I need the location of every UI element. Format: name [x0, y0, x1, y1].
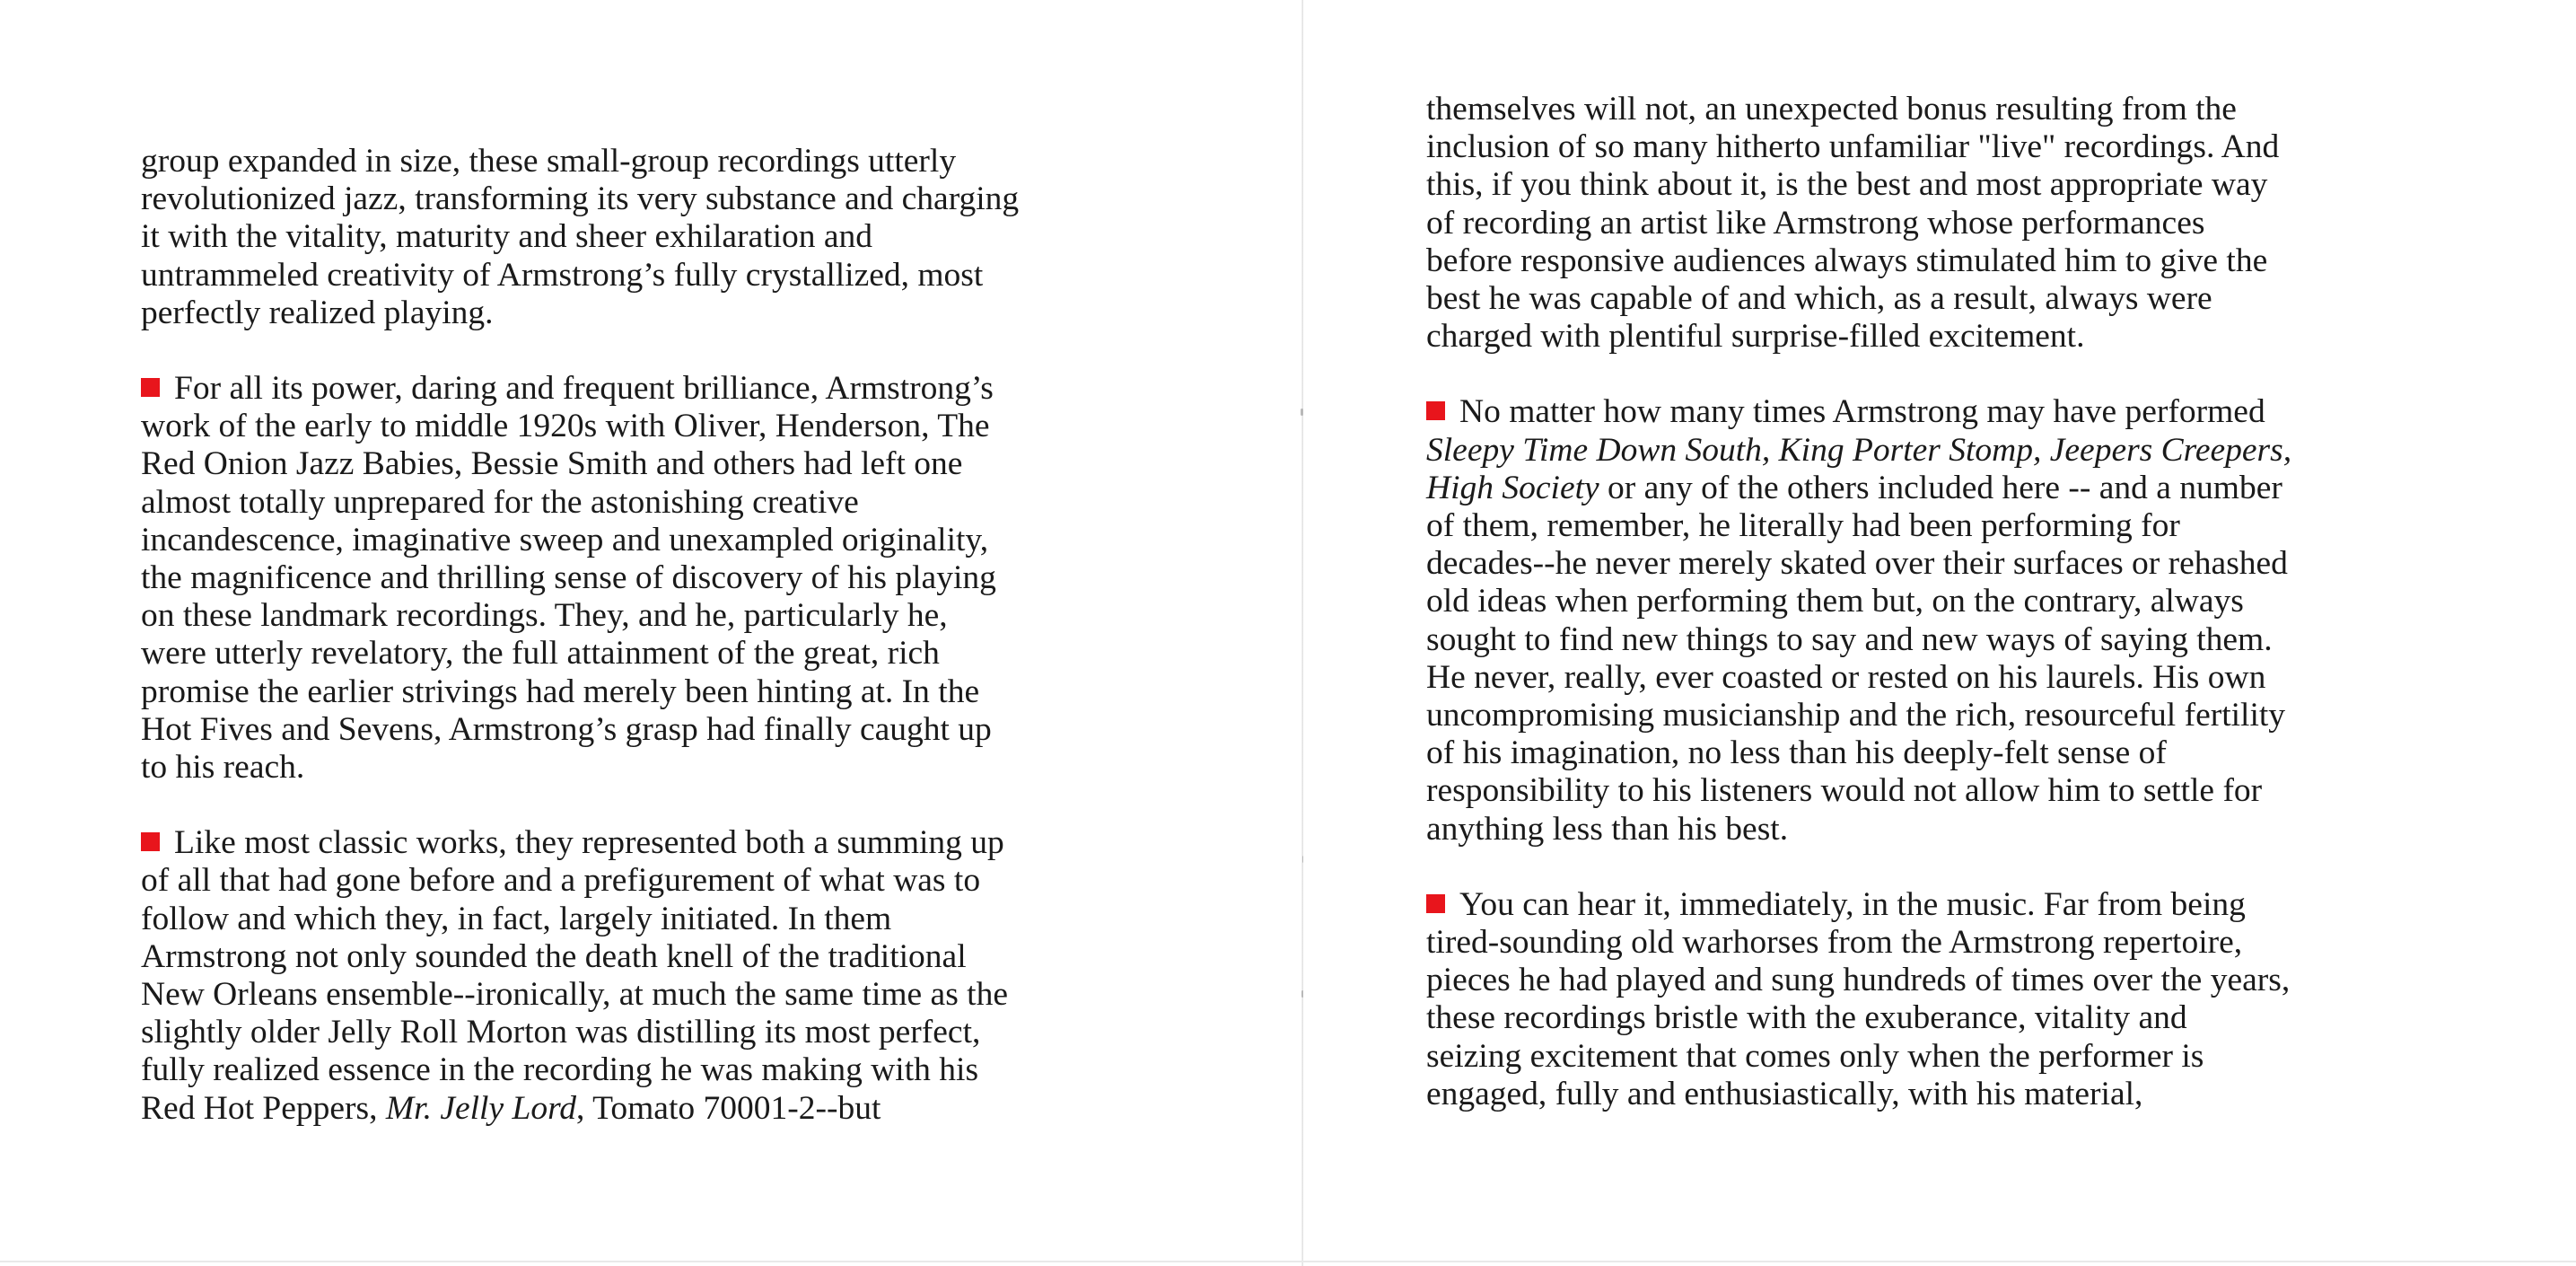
text-line: engaged, fully and enthusiastically, with his material, — [1426, 1075, 2143, 1112]
text-line: work of the early to middle 1920s with Oliver, Henderson, The — [141, 408, 990, 445]
text-line-content: You can hear it, immediately, in the music. Far from being — [1459, 885, 2246, 923]
text-line: inclusion of so many hitherto unfamiliar "live" recordings. And — [1426, 128, 2280, 166]
red-square-bullet-icon — [141, 832, 160, 851]
text-line: Red Onion Jazz Babies, Bessie Smith and others had left one — [141, 445, 963, 483]
text-line: responsibility to his listeners would not allow him to settle for — [1426, 772, 2263, 810]
text-line-content: Like most classic works, they represented both a summing up — [174, 824, 1004, 862]
text-line — [1426, 393, 2512, 431]
text-line-content: For all its power, daring and frequent brilliance, Armstrong’s — [174, 370, 994, 408]
red-square-bullet-icon — [141, 378, 160, 397]
text-line: sought to find new things to say and new ways of saying them. — [1426, 620, 2273, 658]
text-line: these recordings bristle with the exuberance, vitality and — [1426, 999, 2187, 1037]
text-line: Armstrong not only sounded the death knell of the traditional — [141, 937, 967, 975]
text-line: themselves will not, an unexpected bonus resulting from the — [1426, 91, 2237, 127]
text-line: of his imagination, no less than his deeply-felt sense of — [1426, 734, 2167, 772]
text-line: group expanded in size, these small-group recordings utterly — [141, 143, 957, 180]
text-line — [1426, 470, 2512, 507]
text-line: uncompromising musicianship and the rich, resourceful fertility — [1426, 697, 2286, 734]
song-titles-italic: Sleepy Time Down South, King Porter Stomp, Jeepers Creepers, — [1426, 431, 2292, 469]
text-line: of them, remember, he literally had been performing for — [1426, 507, 2180, 545]
left-paragraph-3 — [141, 824, 1209, 1128]
text-run: Red Hot Peppers, — [141, 1089, 386, 1127]
text-line — [1426, 432, 2512, 470]
text-line: best he was capable of and which, as a result, always were — [1426, 280, 2212, 318]
text-line: before responsive audiences always stimulated him to give the — [1426, 242, 2268, 279]
text-line: of recording an artist like Armstrong whose performances — [1426, 204, 2205, 242]
text-line — [141, 1090, 1209, 1128]
right-text-column — [1426, 91, 2512, 1113]
text-line: promise the earlier strivings had merely been hinting at. In the — [141, 673, 980, 710]
text-line: of all that had gone before and a prefigurement of what was to — [141, 862, 981, 900]
text-line: were utterly revelatory, the full attainment of the great, rich — [141, 635, 940, 673]
red-square-bullet-icon — [1426, 401, 1445, 420]
text-line: it with the vitality, maturity and sheer exhilaration and — [141, 218, 873, 256]
text-line: incandescence, imaginative sweep and unexampled originality, — [141, 521, 989, 558]
left-paragraph-2 — [141, 370, 1209, 787]
text-line: perfectly realized playing. — [141, 294, 494, 331]
text-line: He never, really, ever coasted or rested on his laurels. His own — [1426, 658, 2266, 696]
text-line: untrammeled creativity of Armstrong’s fully crystallized, most — [141, 256, 984, 294]
right-paragraph-2 — [1426, 393, 2512, 848]
text-line: this, if you think about it, is the best and most appropriate way — [1426, 166, 2268, 204]
red-square-bullet-icon — [1426, 894, 1445, 913]
album-title-italic: Mr. Jelly Lord — [385, 1089, 577, 1127]
text-line: almost totally unprepared for the astonishing creative — [141, 483, 859, 521]
left-paragraph-1 — [141, 143, 1209, 332]
text-line: on these landmark recordings. They, and he, particularly he, — [141, 597, 948, 635]
text-run: , Tomato 70001-2--but — [576, 1089, 881, 1127]
text-line: seizing excitement that comes only when the performer is — [1426, 1037, 2204, 1075]
text-line: the magnificence and thrilling sense of discovery of his playing — [141, 559, 996, 597]
right-paragraph-1 — [1426, 91, 2512, 356]
text-line: pieces he had played and sung hundreds of times over the years, — [1426, 962, 2291, 999]
text-line: follow and which they, in fact, largely initiated. In them — [141, 900, 892, 937]
text-line: old ideas when performing them but, on the contrary, always — [1426, 583, 2244, 620]
text-line: to his reach. — [141, 749, 305, 787]
text-line: Hot Fives and Sevens, Armstrong’s grasp had finally caught up — [141, 710, 992, 748]
text-line: anything less than his best. — [1426, 810, 1789, 848]
text-line: revolutionized jazz, transforming its very substance and charging — [141, 180, 1020, 218]
left-text-column — [141, 143, 1209, 1128]
right-paragraph-3 — [1426, 886, 2512, 1113]
text-line: tired-sounding old warhorses from the Armstrong repertoire, — [1426, 924, 2243, 962]
song-title-italic: High Society — [1426, 469, 1599, 506]
text-line: slightly older Jelly Roll Morton was distilling its most perfect, — [141, 1014, 981, 1051]
text-line: New Orleans ensemble--ironically, at much the same time as the — [141, 976, 1008, 1014]
text-line — [1426, 886, 2512, 924]
text-line-content: No matter how many times Armstrong may have performed — [1459, 393, 2265, 431]
text-run: or any of the others included here -- and a number — [1599, 469, 2282, 506]
text-line: decades--he never merely skated over their surfaces or rehashed — [1426, 545, 2288, 583]
text-line — [141, 370, 1209, 408]
text-line — [141, 824, 1209, 862]
text-line: fully realized essence in the recording he was making with his — [141, 1051, 979, 1089]
page-bottom-edge — [0, 1261, 2576, 1262]
text-line: charged with plentiful surprise-filled excitement. — [1426, 318, 2085, 356]
